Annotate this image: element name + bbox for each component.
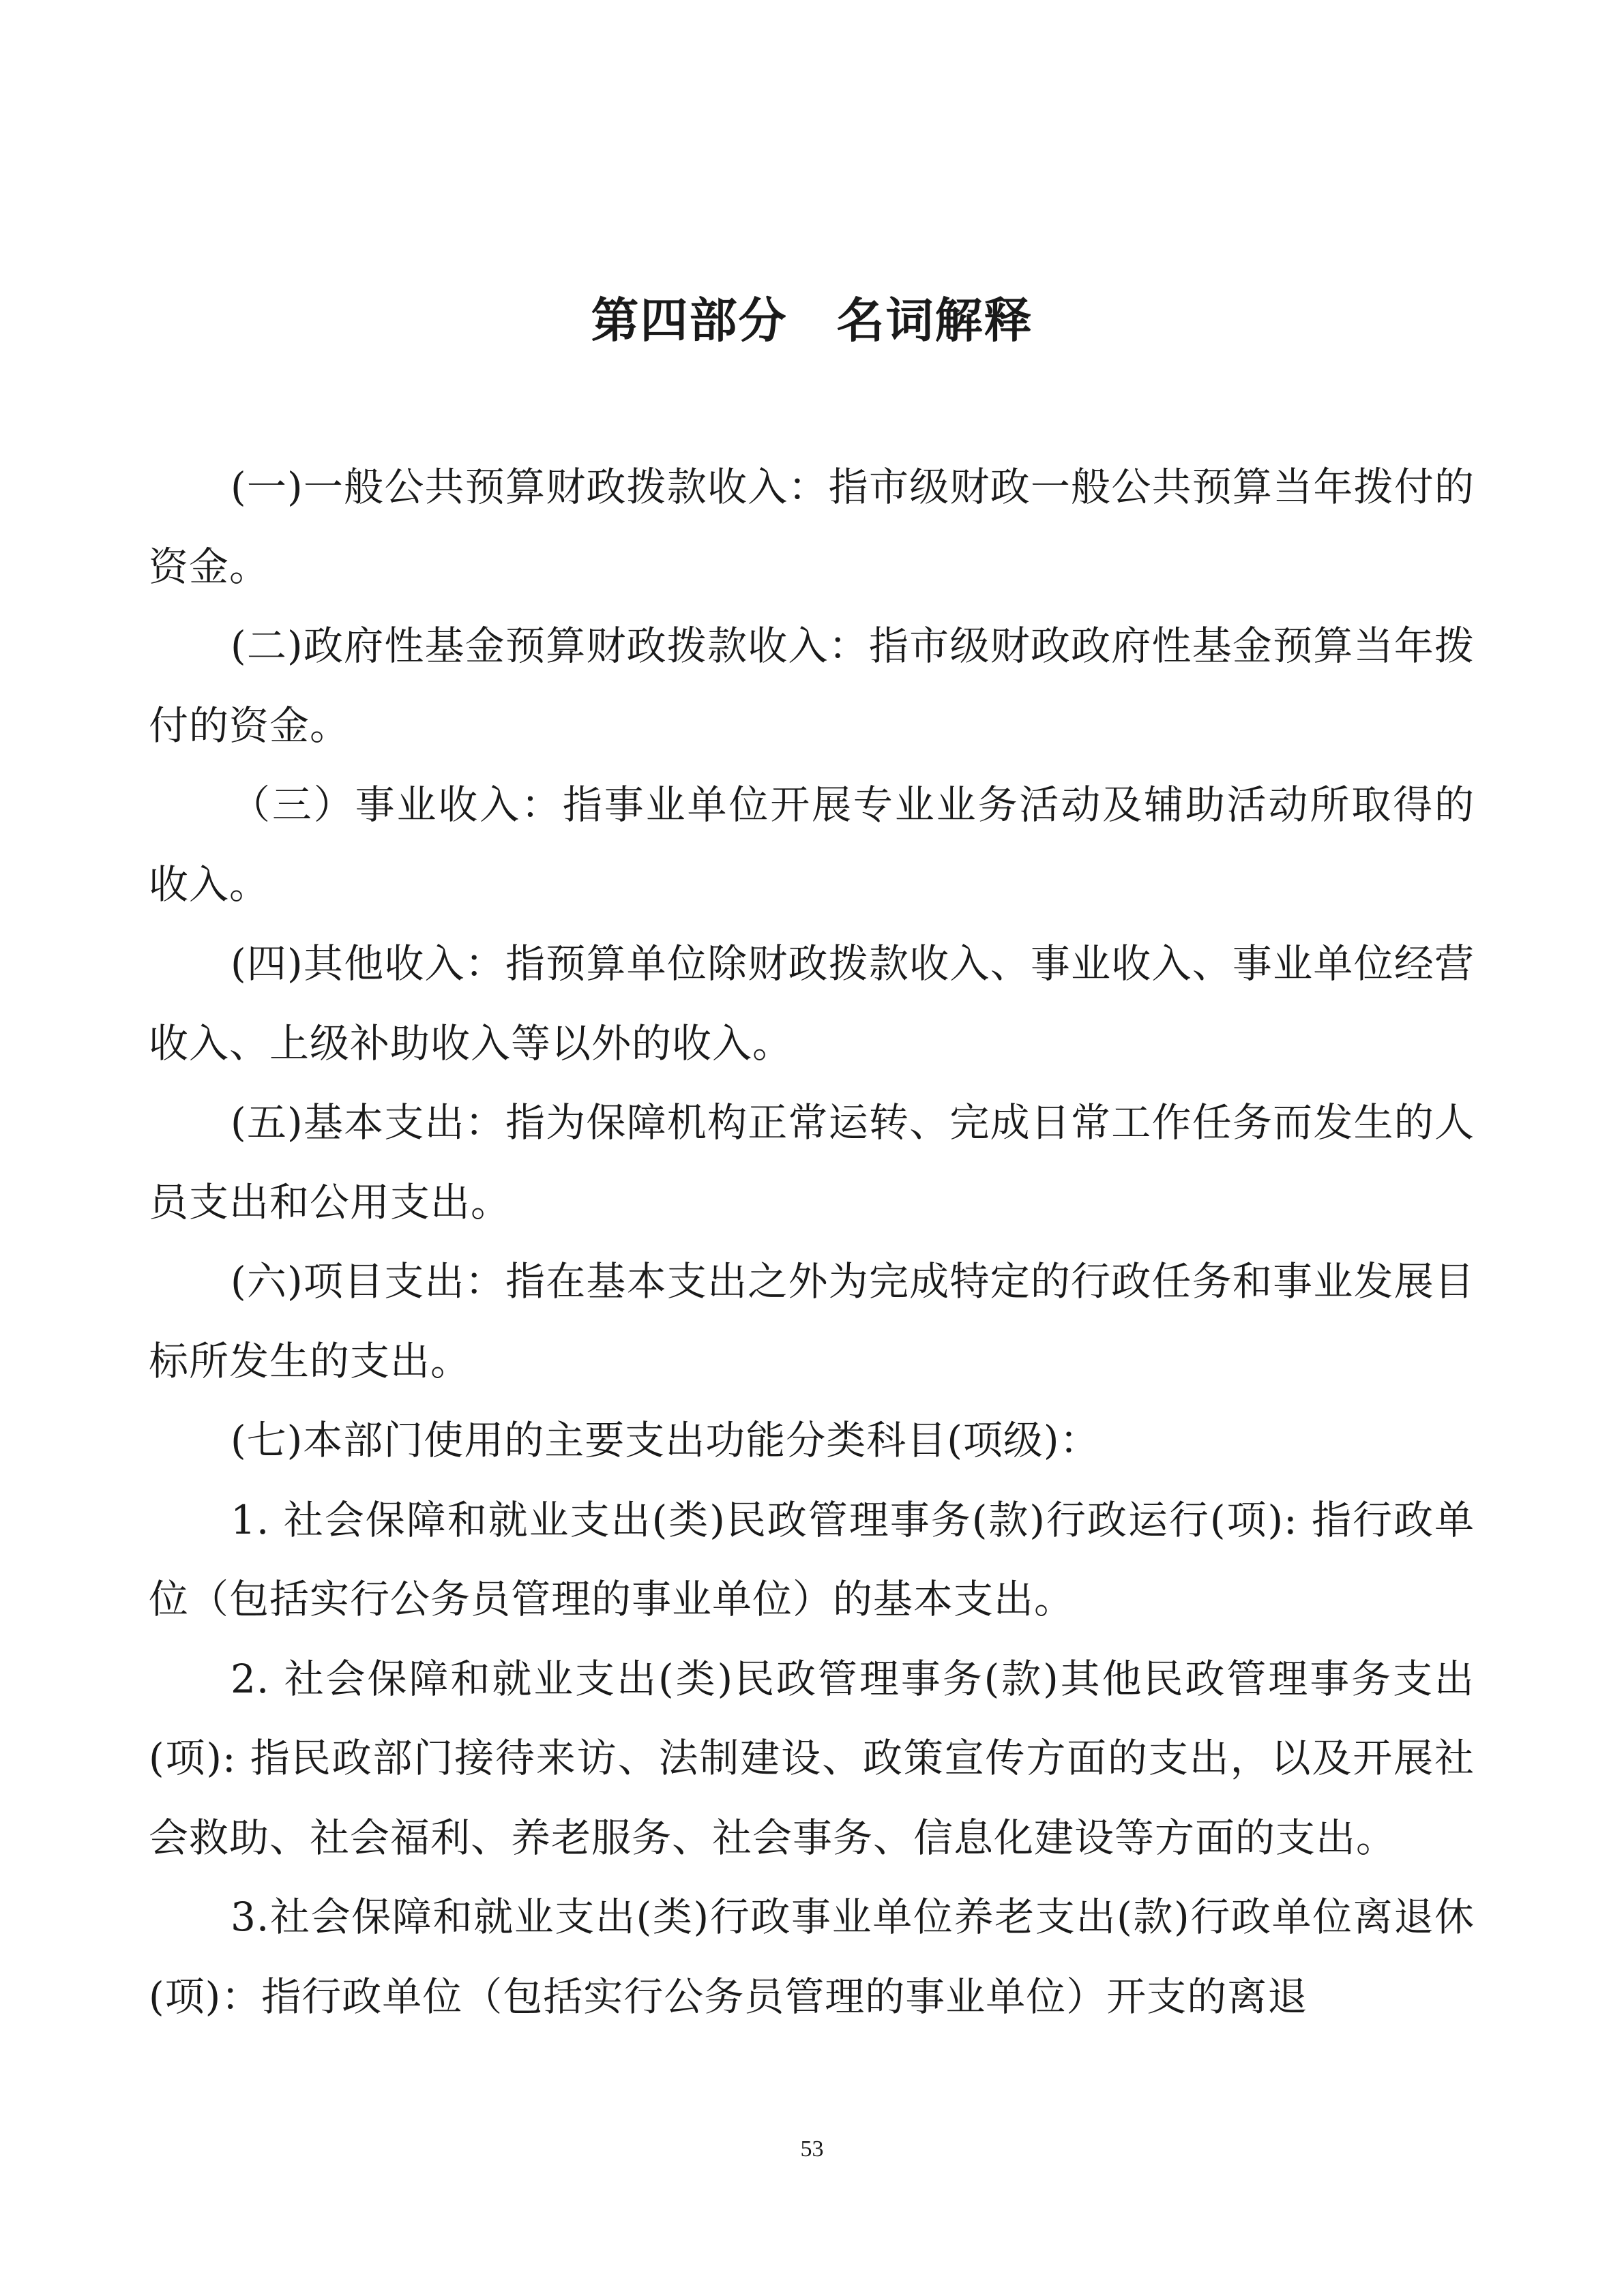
paragraph-business-revenue: （三）事业收入：指事业单位开展专业业务活动及辅助活动所取得的收入。 [149, 781, 1475, 908]
paragraph-general-budget-revenue: (一)一般公共预算财政拨款收入：指市级财政一般公共预算当年拨付的资金。 [149, 464, 1475, 590]
paragraph-fund-budget-revenue: (二)政府性基金预算财政拨款收入：指市级财政政府性基金预算当年拨付的资金。 [149, 623, 1475, 749]
paragraph-project-expenditure: (六)项目支出：指在基本支出之外为完成特定的行政任务和事业发展目标所发生的支出。 [149, 1258, 1475, 1384]
paragraph-item-1: 1. 社会保障和就业支出(类)民政管理事务(款)行政运行(项): 指行政单位（包括实行公务员管理的事业单位）的基本支出。 [149, 1496, 1475, 1622]
page-number: 53 [800, 2136, 824, 2162]
paragraph-other-revenue: (四)其他收入：指预算单位除财政拨款收入、事业收入、事业单位经营收入、上级补助收入等以外的收入。 [149, 940, 1475, 1067]
paragraph-classification-heading: (七)本部门使用的主要支出功能分类科目(项级)： [231, 1417, 1100, 1463]
paragraph-basic-expenditure: (五)基本支出：指为保障机构正常运转、完成日常工作任务而发生的人员支出和公用支出。 [149, 1099, 1475, 1225]
document-body [149, 447, 1475, 2036]
paragraph-item-3: 3.社会保障和就业支出(类)行政事业单位养老支出(款)行政单位离退休(项)：指行政单位（包括实行公务员管理的事业单位）开支的离退 [149, 1894, 1475, 2020]
page-title: 第四部分 名词解释 [591, 293, 1033, 348]
paragraph-item-2: 2. 社会保障和就业支出(类)民政管理事务(款)其他民政管理事务支出(项): 指民政部门接待来访、法制建设、政策宣传方面的支出，以及开展社会救助、社会福利、养老服务、社会事务、信息化建设等方面的支出。 [149, 1655, 1475, 1861]
